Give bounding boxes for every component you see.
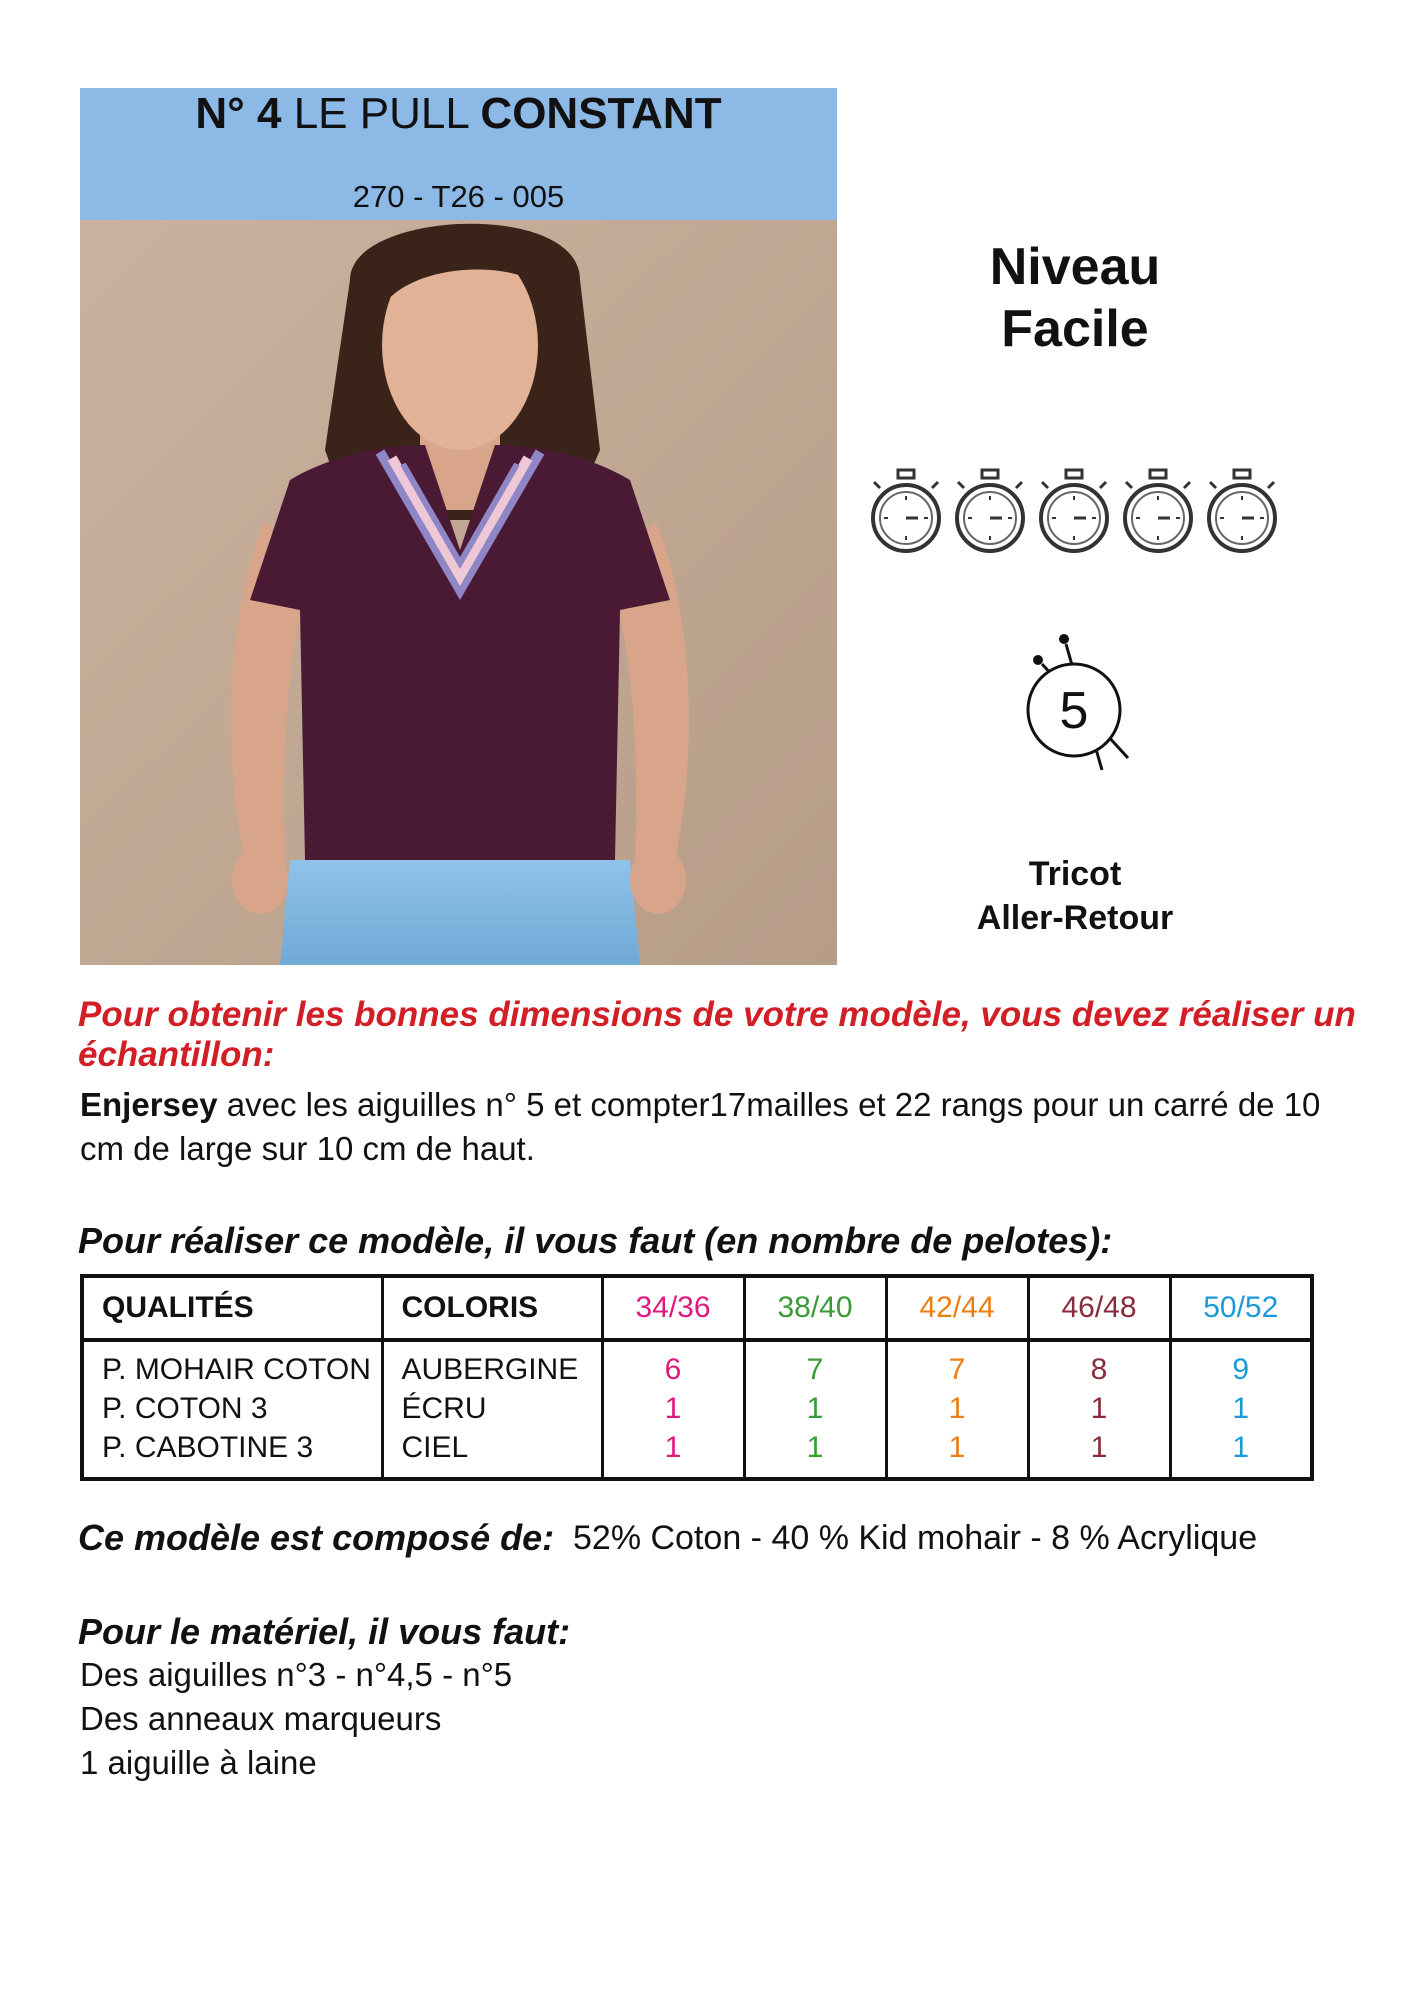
material-list xyxy=(80,1653,1080,1785)
quality-column-header: QUALITÉS xyxy=(82,1276,382,1340)
technique-line-1: Tricot xyxy=(1028,855,1122,893)
quantity-cell xyxy=(602,1340,744,1479)
material-item: 1 aiguille à laine xyxy=(80,1744,317,1781)
table-header-row xyxy=(82,1276,1312,1340)
time-rating xyxy=(864,466,1284,558)
quantity-cell xyxy=(1170,1340,1312,1479)
color-column-header: COLORIS xyxy=(382,1276,602,1340)
size-header: 50/52 xyxy=(1170,1276,1312,1340)
size-header: 46/48 xyxy=(1028,1276,1170,1340)
quality-name: P. MOHAIR COTON xyxy=(102,1353,371,1386)
composition-heading: Ce modèle est composé de: xyxy=(78,1517,555,1558)
material-item: Des anneaux marqueurs xyxy=(80,1700,442,1737)
quantity-value: 1 xyxy=(664,1392,682,1425)
quantity-value: 8 xyxy=(1090,1353,1108,1386)
needle-size-icon xyxy=(1010,628,1140,778)
quality-name: P. COTON 3 xyxy=(102,1392,268,1425)
color-name: ÉCRU xyxy=(401,1392,487,1425)
quantity-value: 6 xyxy=(664,1353,682,1386)
quality-cell xyxy=(82,1340,382,1479)
needle-size-value: 5 xyxy=(1059,682,1089,740)
composition xyxy=(78,1516,1378,1560)
quantity-value: 1 xyxy=(806,1431,824,1464)
quantity-value: 1 xyxy=(1232,1392,1250,1425)
quantity-value: 7 xyxy=(948,1353,966,1386)
quantity-cell xyxy=(1028,1340,1170,1479)
difficulty-level xyxy=(900,236,1250,360)
pattern-title xyxy=(80,88,837,140)
yarn-heading: Pour réaliser ce modèle, il vous faut (en nombre de pelotes): xyxy=(78,1220,1113,1261)
model-photo-illustration xyxy=(80,220,837,965)
knitting-technique xyxy=(900,852,1250,940)
color-name: AUBERGINE xyxy=(401,1353,579,1386)
stopwatch-icon xyxy=(1209,470,1275,551)
pattern-header xyxy=(80,88,837,220)
quantity-value: 1 xyxy=(1232,1431,1250,1464)
quantity-value: 9 xyxy=(1232,1353,1250,1386)
material-heading: Pour le matériel, il vous faut: xyxy=(78,1611,571,1652)
difficulty-label: Niveau xyxy=(989,238,1161,296)
technique-line-2: Aller-Retour xyxy=(976,899,1174,937)
gauge-instructions: avec les aiguilles n° 5 et compter17mailles et 22 rangs pour un carré de 10 cm de large sur 10 cm de haut. xyxy=(80,1086,1321,1167)
quantity-value: 7 xyxy=(806,1353,824,1386)
color-cell xyxy=(382,1340,602,1479)
quantity-value: 1 xyxy=(948,1392,966,1425)
difficulty-value: Facile xyxy=(1001,300,1149,358)
size-header: 38/40 xyxy=(744,1276,886,1340)
gauge-heading: Pour obtenir les bonnes dimensions de votre modèle, vous devez réaliser un échantillon: xyxy=(78,995,1356,1074)
quality-name: P. CABOTINE 3 xyxy=(102,1431,314,1464)
quantity-value: 1 xyxy=(806,1392,824,1425)
pattern-reference: 270 - T26 - 005 xyxy=(352,179,565,214)
stopwatch-icon xyxy=(873,470,939,551)
stopwatch-icon xyxy=(1041,470,1107,551)
stopwatch-icon xyxy=(957,470,1023,551)
title-name: CONSTANT xyxy=(480,89,722,138)
quantity-value: 1 xyxy=(664,1431,682,1464)
gauge-text xyxy=(80,1083,1330,1171)
title-number: N° 4 xyxy=(195,89,282,138)
size-header: 34/36 xyxy=(602,1276,744,1340)
composition-text: 52% Coton - 40 % Kid mohair - 8 % Acrylique xyxy=(573,1519,1258,1557)
color-name: CIEL xyxy=(401,1431,469,1464)
gauge-stitch: Enjersey xyxy=(80,1086,218,1123)
material-item: Des aiguilles n°3 - n°4,5 - n°5 xyxy=(80,1656,513,1693)
quantity-value: 1 xyxy=(1090,1431,1108,1464)
model-photo xyxy=(80,220,837,965)
stopwatch-icon xyxy=(1125,470,1191,551)
yarn-table xyxy=(80,1274,1314,1481)
title-middle: LE PULL xyxy=(281,89,481,138)
table-body-row xyxy=(82,1340,1312,1479)
quantity-cell xyxy=(744,1340,886,1479)
quantity-value: 1 xyxy=(948,1431,966,1464)
quantity-value: 1 xyxy=(1090,1392,1108,1425)
size-header: 42/44 xyxy=(886,1276,1028,1340)
quantity-cell xyxy=(886,1340,1028,1479)
